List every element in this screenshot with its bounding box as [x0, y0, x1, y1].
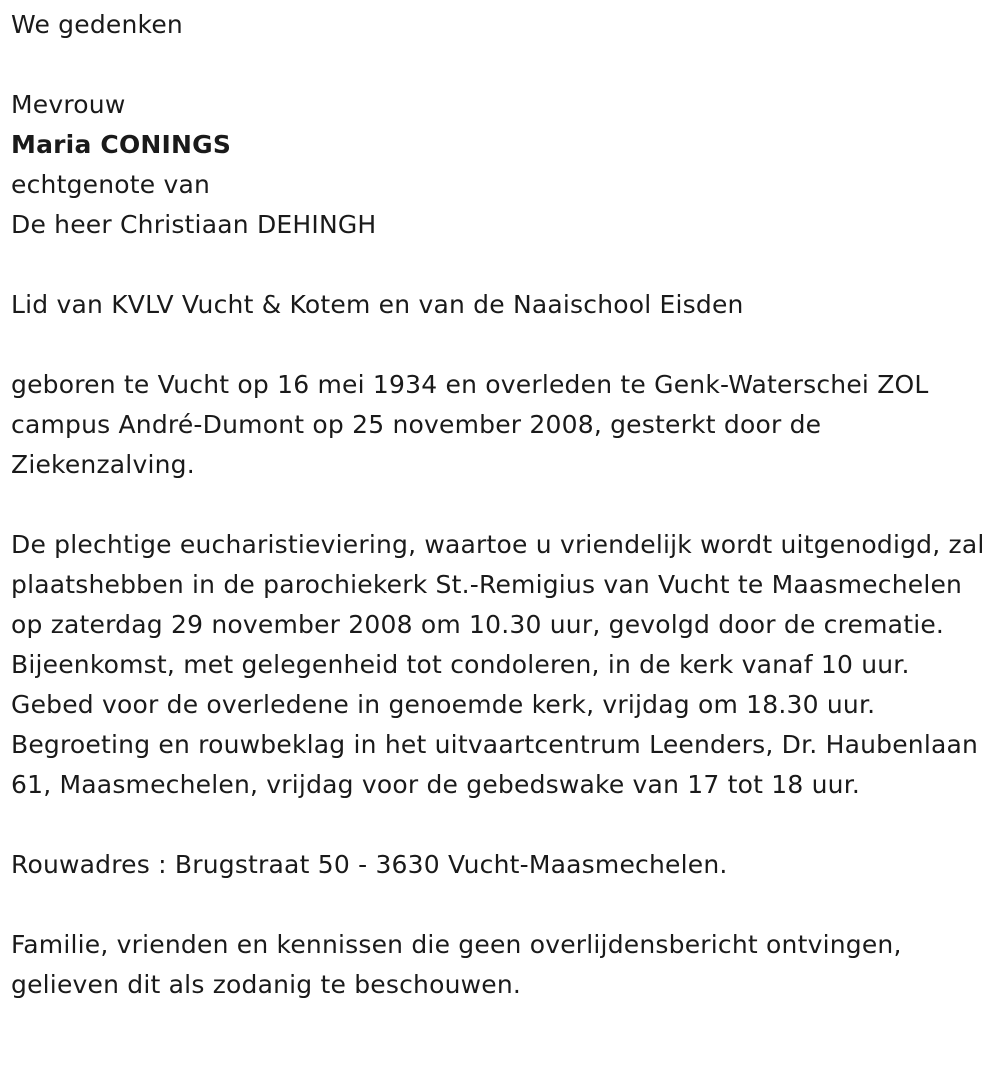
deceased-name: Maria CONINGS: [11, 130, 232, 159]
spouse-name: De heer Christiaan DEHINGH: [11, 210, 377, 239]
obituary-notice: [11, 5, 991, 1005]
deceased-title: Mevrouw: [11, 90, 126, 119]
closing-paragraph: Familie, vrienden en kennissen die geen overlijdensbericht ontvingen, gelieven dit als zodanig te beschouwen.: [11, 930, 902, 999]
birth-death-paragraph: geboren te Vucht op 16 mei 1934 en overleden te Genk-Waterschei ZOL campus André-Dumont op 25 november 2008, gesterkt door de Ziekenzalving.: [11, 370, 929, 479]
relation-text: echtgenote van: [11, 170, 211, 199]
ceremony-paragraph: De plechtige eucharistieviering, waartoe u vriendelijk wordt uitgenodigd, zal plaatshebben in de parochiekerk St.-Remigius van Vucht te Maasmechelen op zaterdag 29 november 2008 om 10.30 uur, gevolgd door de crematie. Bijeenkomst, met gelegenheid tot condoleren, in de kerk vanaf 10 uur. Gebed voor de overledene in genoemde kerk, vrijdag om 18.30 uur. Begroeting en rouwbeklag in het uitvaartcentrum Leenders, Dr. Haubenlaan 61, Maasmechelen, vrijdag voor de gebedswake van 17 tot 18 uur.: [11, 530, 985, 799]
mourning-address: Rouwadres : Brugstraat 50 - 3630 Vucht-Maasmechelen.: [11, 850, 728, 879]
membership-text: Lid van KVLV Vucht & Kotem en van de Naaischool Eisden: [11, 290, 744, 319]
intro-text: We gedenken: [11, 10, 183, 39]
